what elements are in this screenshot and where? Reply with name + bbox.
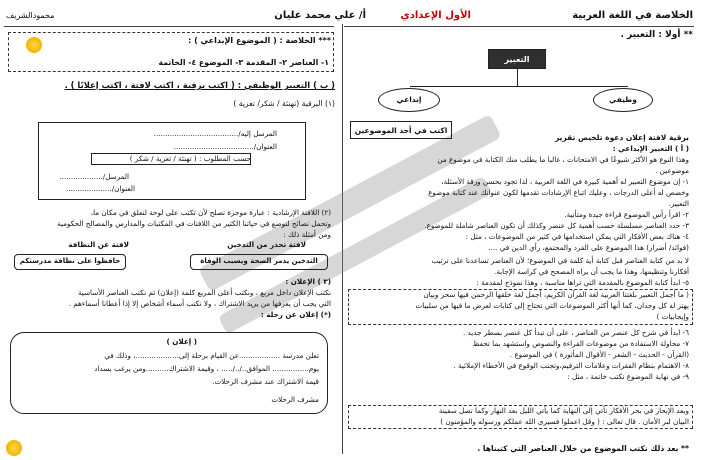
text-line: ( ما أجمل التعبير بلغتنا العربية لغة القرآن الكريم، أجمل لغة خلقها الرحمن فيها سحر وبيان (423, 290, 689, 299)
header-rule-right (344, 26, 694, 27)
sun-icon (6, 440, 22, 456)
sign-label-cleanliness: لافتة عن النظافة (68, 240, 129, 249)
text-line: ( أ ) التعبير الإبداعي : (612, 144, 689, 153)
text-line: ٩- في نهاية الموضوع نكتب خاتمة ، مثل : (567, 372, 689, 381)
ad-line2: يوم................ الموافق../../..... ، وقيمة الاشتراك..........ومن يرغب بسداد (94, 364, 319, 373)
text-line: موضوعين . (655, 166, 689, 175)
diagram-functional: وظيفي (593, 88, 653, 112)
ad-line1: تعلن مدرسة ..................عن القيام برحلة إلى...................، وذلك في (104, 351, 319, 360)
text-line: أفكارنا وتنظيمها، وهذا ما يجب أن يراه المصحح في كراسة الإجابة. (494, 267, 689, 276)
summary-items: ١- العناصر ٢- المقدمة ٣- الموضوع ٤- الخاتمة (158, 58, 329, 67)
text-line: ١- إن موضوع التعبير له أهمية كبيرة في اللغة العربية ، لذا تجود بحسن ورقة الأسئلة، (441, 177, 689, 186)
header-author: أ/ علي محمد عليان (274, 10, 366, 21)
text-line: ** بعد ذلك نكتب الموضوع من خلال العناصر التي كتبناها . (477, 444, 689, 453)
sign-box-cleanliness: حافظوا على نظافة مدرستكم (14, 254, 126, 270)
telegram-request: حسب المطلوب : ( تهنئة / تعزية / شكر ) (129, 154, 251, 163)
column-divider (342, 24, 343, 454)
text-line: ٥- ابدأ كتابة الموضوع بالمقدمة التي تراها مناسبة ، وهذا نموذج لمقدمة : (476, 278, 689, 287)
ad-line3: قيمة الاشتراك عند مشرف الرحلات. (212, 377, 319, 386)
text-line: البيان لبر الأمان . قال تعالى : ( وقل اعملوا فسيرى الله عملكم ورسوله والمؤمنون ) (440, 417, 689, 426)
ad-box (10, 332, 328, 414)
telegram-title: (١) البرقية (تهنئة / شكر/ تعزية ) (233, 99, 335, 108)
text-line: وإيجابيات ) (656, 312, 689, 321)
text-line: وهذا النوع هو الأكثر شيوعًا في الامتحانات ، غالبا ما يطلب منك الكتابة في موضوع من (437, 155, 689, 164)
telegram-to: المرسل إليه/..................................... (153, 129, 277, 138)
text-line: التعبير. (668, 199, 689, 208)
sign-box-smoking: التدخين يدمر الصحة ويسبب الوفاة (190, 254, 328, 270)
text-line: ٨- الاهتمام بنظام الفقرات وعلامات الترقيم،وتجنب الوقوع في الأخطاء الإملائية . (453, 361, 689, 370)
sign-label-smoking: لافتة تحذر من التدخين (227, 240, 306, 249)
telegram-form (38, 122, 306, 200)
ad-line: نكتب الإعلان داخل مربع ، ونكتب أعلى المربع كلمة (إعلان) ثم نكتب العناصر الأساسية (77, 288, 331, 297)
section-title: ** أولا : التعبير . (620, 30, 693, 40)
ad-line: (٣ ) الإعلان : (285, 277, 331, 286)
text-line: ٦- ابدأ في شرح كل عنصر من العناصر ، على أن تبدأ كل عنصر بسطر جديد . (462, 328, 689, 337)
sign-line: (٢) اللافتة الإرشادية : عبارة موجزة تصلح لأن تكتب على لوحة لتعلق في مكان ما، (90, 208, 331, 217)
diagram-stem (517, 69, 518, 86)
diagram-functional-types: برقية لافتة إعلان دعوة تلخيص تقرير (555, 133, 689, 142)
header-title: الخلاصة في اللغة العربية (572, 10, 693, 21)
diagram-arrow-line (410, 86, 628, 87)
sign-line: وتحمل نصائح لتوضع في حياتنا الكثير من اللافتات في المكتبات والمدارس والمصالح الحكومية (57, 219, 331, 228)
sign-line: ومن أمثلة ذلك : (283, 230, 331, 239)
text-line: ٣- حدد العناصر مسلسلة حسب أهمية كل عنصر وكذلك أن تكون العناصر شاملة للموضوع. (424, 221, 689, 230)
text-line: (فوائد/ أضرار) هذا الموضوع على الفرد والمجتمع، رأي الدين في .... (488, 243, 689, 252)
diagram-creative-box: اكتب في أحد الموضوعين (350, 121, 452, 139)
functional-heading: ( ب ) التعبير الوظيفي : ( اكتب برقية ، اكتب لافتة ، اكتب إعلانًا ) . (64, 80, 335, 90)
text-line: ٧- محاولة الاستفادة من موضوعات القراءة والنصوص واستشهد بما تحفظ (472, 339, 689, 348)
ad-line: (*) إعلان عن رحلة : (260, 310, 331, 319)
text-line: ٢- اقرأ رأس الموضوع قراءة جيدة ومتأنية. (564, 210, 689, 219)
text-line: يهتز له كل وجدان، كما أنها أكثر الموضوعات التي تحتاج إلى كتابات لعرض ما فيها من سلبيات (415, 301, 689, 310)
ad-sign: مشرف الرحلات (271, 395, 319, 404)
text-line: (القرآن - الحديث - الشعر - الأقوال المأثورة ) في الموضوع . (509, 350, 689, 359)
telegram-address: العنوان/................................... (173, 142, 277, 151)
header-site: محمودالشريف (6, 11, 55, 20)
diagram-root: التعبير (488, 49, 546, 69)
text-line: لا بد من كتابة العناصر قبل كتابة أية كلمة في الموضوع؛ لأن العناصر تساعدنا على ترتيب (431, 256, 689, 265)
header-rule-left (4, 26, 334, 27)
telegram-sender-address: العنوان/.................... (66, 184, 135, 193)
ad-line: التي يجب أن يعرفها من يريد الاشتراك ، ولا نكتب أسماء أشخاص إلا إذا أعطانا أسماءهم . (68, 299, 331, 308)
header-grade: الأول الإعدادي (400, 10, 471, 21)
text-line: وخصص له أعلى الدرجات ، وعليك اتباع الإرشادات تقدمها لكون عنوانك عند كتابة موضوع (428, 188, 689, 197)
diagram-creative: إبداعي (378, 88, 440, 112)
text-line: ٤- هناك بعض الأفكار التي يمكن استخدامها في كثير من الموضوعات ، مثل : (465, 232, 689, 241)
text-line: وبعد الإبحار في بحر الأفكار نأتي إلى النهاية كما يأتي الليل بعد النهار وكما تصل سفينة (438, 406, 689, 415)
summary-title: *** الخلاصة : ( الموضوع الإبداعي ) : (188, 36, 331, 45)
ad-title: ( إعلان ) (166, 337, 197, 346)
telegram-sender: المرسل/................... (59, 172, 129, 181)
